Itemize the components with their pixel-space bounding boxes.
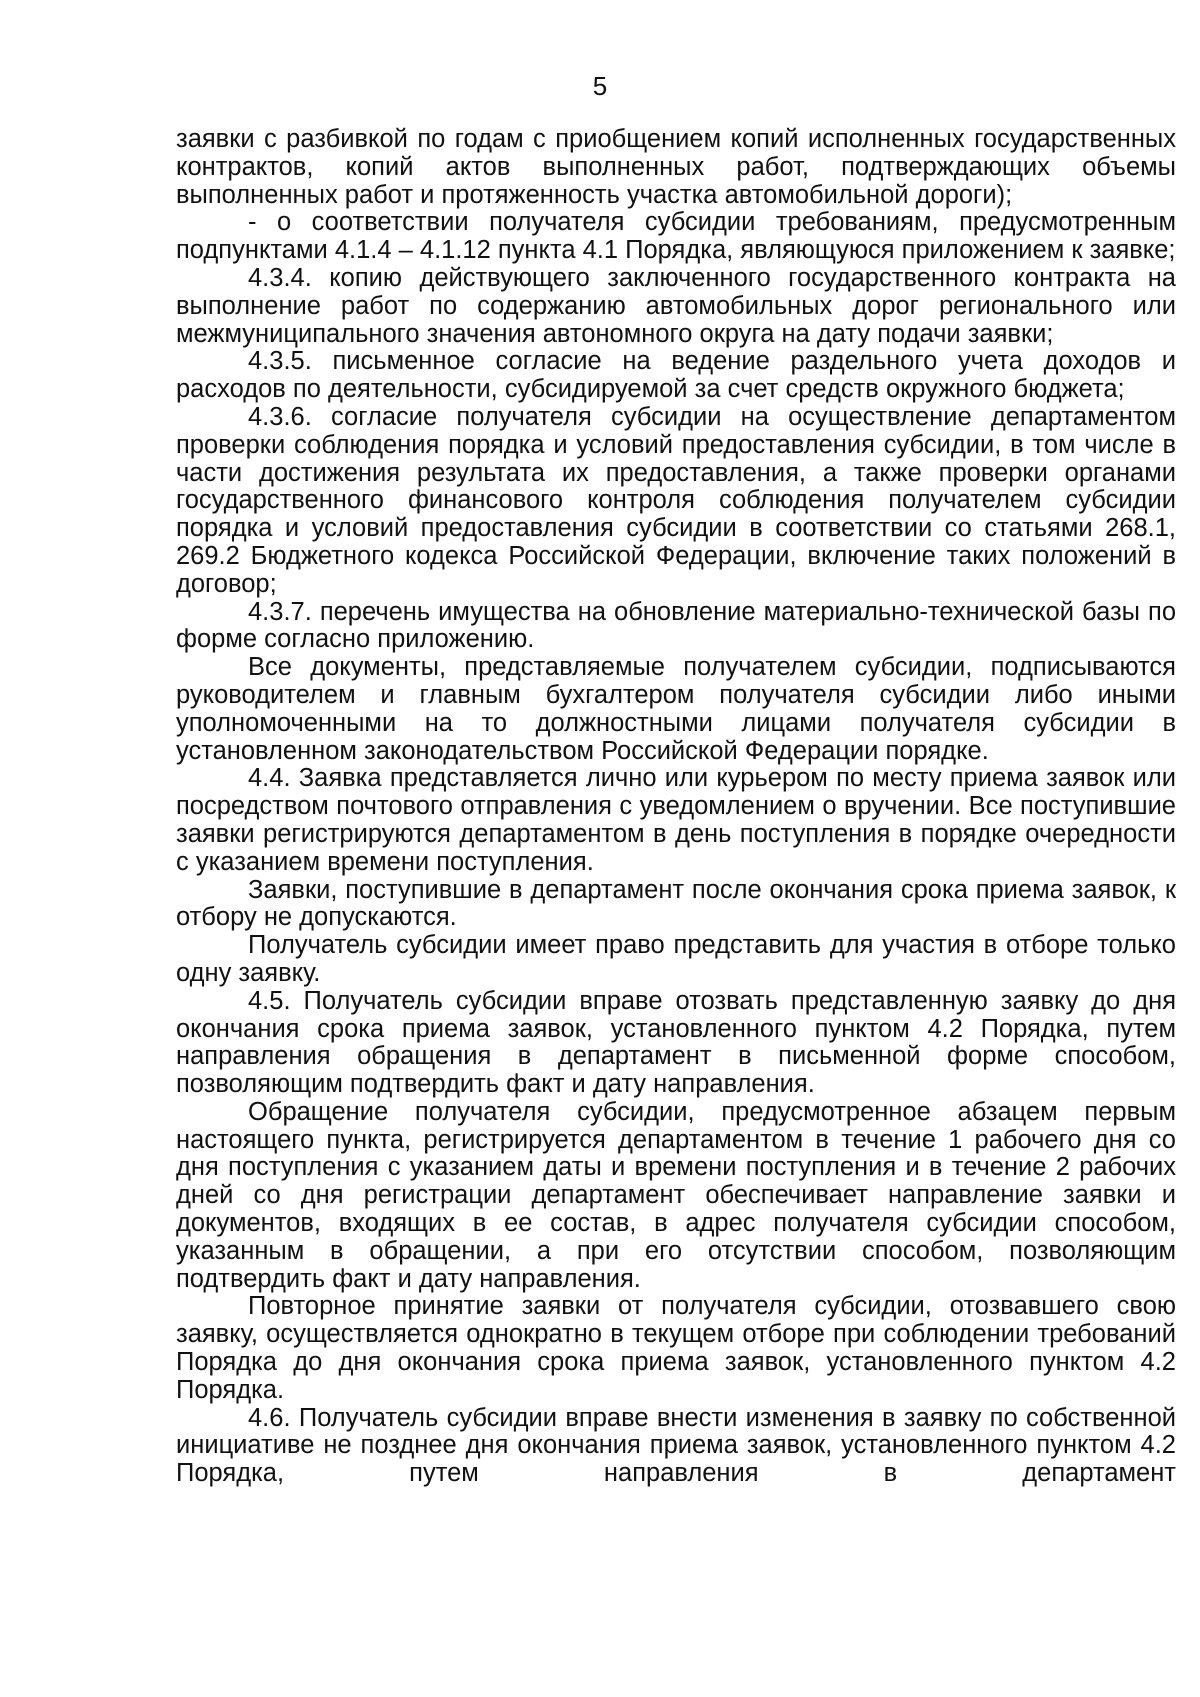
paragraph: 4.3.7. перечень имущества на обновление материально-технической базы по форме согласно приложению. [176,597,1176,654]
paragraph: Получатель субсидии имеет право представить для участия в отборе только одну заявку. [176,931,1176,987]
paragraph: Все документы, представляемые получателем субсидии, подписываются руководителем и главным бухгалтером получателя субсидии либо иными уполномоченными на то должностными лицами получателя субсидии в установленном законодательством Российской Федерации порядке. [176,653,1176,765]
paragraph: Обращение получателя субсидии, предусмотренное абзацем первым настоящего пункта, регистрируется департаментом в течение 1 рабочего дня со дня поступления с указанием даты и времени поступления и в течение 2 рабочих дней со дня регистрации департамент обеспечивает направление заявки и документов, входящих в ее состав, в адрес получателя субсидии способом, указанным в обращении, а при его отсутствии способом, позволяющим подтвердить факт и дату направления. [176,1097,1176,1293]
paragraph: 4.3.6. согласие получателя субсидии на осуществление департаментом проверки соблюдения порядка и условий предоставления субсидии, в том числе в части достижения результата их предоставления, а также проверки органами государственного финансового контроля соблюдения получателем субсидии порядка и условий предоставления субсидии в соответствии со статьями 268.1, 269.2 Бюджетного кодекса Российской Федерации, включение таких положений в договор; [176,402,1176,598]
paragraph: заявки с разбивкой по годам с приобщением копий исполненных государственных контрактов, копий актов выполненных работ, подтверждающих объемы выполненных работ и протяженность участка автомобильной дороги); [176,125,1176,209]
paragraph: 4.3.5. письменное согласие на ведение раздельного учета доходов и расходов по деятельности, субсидируемой за счет средств окружного бюджета; [176,347,1176,404]
paragraph-continued: 4.6. Получатель субсидии вправе внести изменения в заявку по собственной инициативе не позднее дня окончания приема заявок, установленного пунктом 4.2 Порядка, путем направления в департамент [176,1403,1176,1488]
paragraph: 4.4. Заявка представляется лично или курьером по месту приема заявок или посредством почтового отправления с уведомлением о вручении. Все поступившие заявки регистрируются департаментом в день поступления в порядке очередности с указанием времени поступления. [176,764,1176,876]
paragraph: Повторное принятие заявки от получателя субсидии, отозвавшего свою заявку, осуществляется однократно в текущем отборе при соблюдении требований Порядка до дня окончания срока приема заявок, установленного пунктом 4.2 Порядка. [176,1292,1176,1404]
page-number: 5 [592,71,608,101]
paragraph: 4.3.4. копию действующего заключенного государственного контракта на выполнение работ по содержанию автомобильных дорог регионального или межмуниципального значения автономного округа на дату подачи заявки; [176,263,1176,348]
paragraph: - о соответствии получателя субсидии требованиям, предусмотренным подпунктами 4.1.4 – 4.1.12 пункта 4.1 Порядка, являющуюся приложением к заявке; [176,208,1176,265]
document-body [176,126,1176,1488]
paragraph: Заявки, поступившие в департамент после окончания срока приема заявок, к отбору не допускаются. [176,875,1176,932]
paragraph: 4.5. Получатель субсидии вправе отозвать представленную заявку до дня окончания срока приема заявок, установленного пунктом 4.2 Порядка, путем направления обращения в департамент в письменной форме способом, позволяющим подтвердить факт и дату направления. [176,986,1176,1099]
